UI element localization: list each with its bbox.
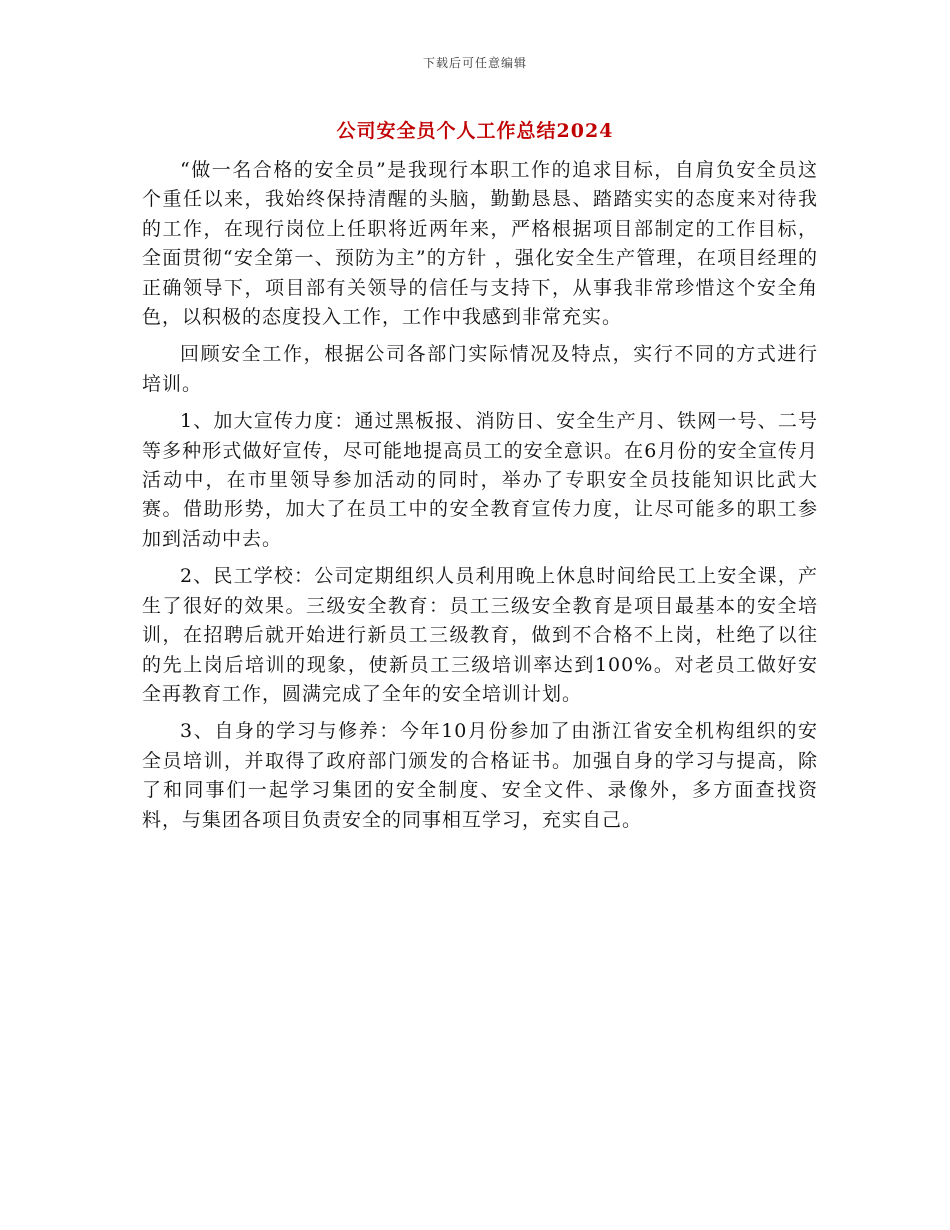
paragraph-item-3: 3、自身的学习与修养：今年10月份参加了由浙江省安全机构组织的安全员培训，并取得了政府部门颁发的合格证书。加强自身的学习与提高，除了和同事们一起学习集团的安全制度、安全文件、录像外，多方面查找资料，与集团各项目负责安全的同事相互学习，充实自己。 [142, 720, 818, 831]
paragraph-item-2: 2、民工学校：公司定期组织人员利用晚上休息时间给民工上安全课，产生了很好的效果。三级安全教育：员工三级安全教育是项目最基本的安全培训，在招聘后就开始进行新员工三级教育，做到不合格不上岗，杜绝了以往的先上岗后培训的现象，使新员工三级培训率达到100%。对老员工做好安全再教育工作，圆满完成了全年的安全培训计划。 [142, 565, 818, 705]
document-title: 公司安全员个人工作总结2024 [336, 120, 614, 142]
header-note: 下载后可任意编辑 [422, 56, 527, 70]
document-body [142, 156, 818, 835]
paragraph-intro: “做一名合格的安全员”是我现行本职工作的追求目标，自肩负安全员这个重任以来，我始终保持清醒的头脑，勤勤恳恳、踏踏实实的态度来对待我的工作，在现行岗位上任职将近两年来，严格根据项目部制定的工作目标，全面贯彻“安全第一、预防为主”的方针 ，强化安全生产管理，在项目经理的正确领导下，项目部有关领导的信任与支持下，从事我非常珍惜这个安全角色，以积极的态度投入工作，工作中我感到非常充实。 [142, 159, 818, 329]
paragraph-review: 回顾安全工作，根据公司各部门实际情况及特点，实行不同的方式进行培训。 [142, 343, 818, 395]
paragraph-item-1: 1、加大宣传力度：通过黑板报、消防日、安全生产月、铁网一号、二号等多种形式做好宣传，尽可能地提高员工的安全意识。在6月份的安全宣传月活动中，在市里领导参加活动的同时，举办了专职安全员技能知识比武大赛。借助形势，加大了在员工中的安全教育宣传力度，让尽可能多的职工参加到活动中去。 [142, 410, 818, 550]
